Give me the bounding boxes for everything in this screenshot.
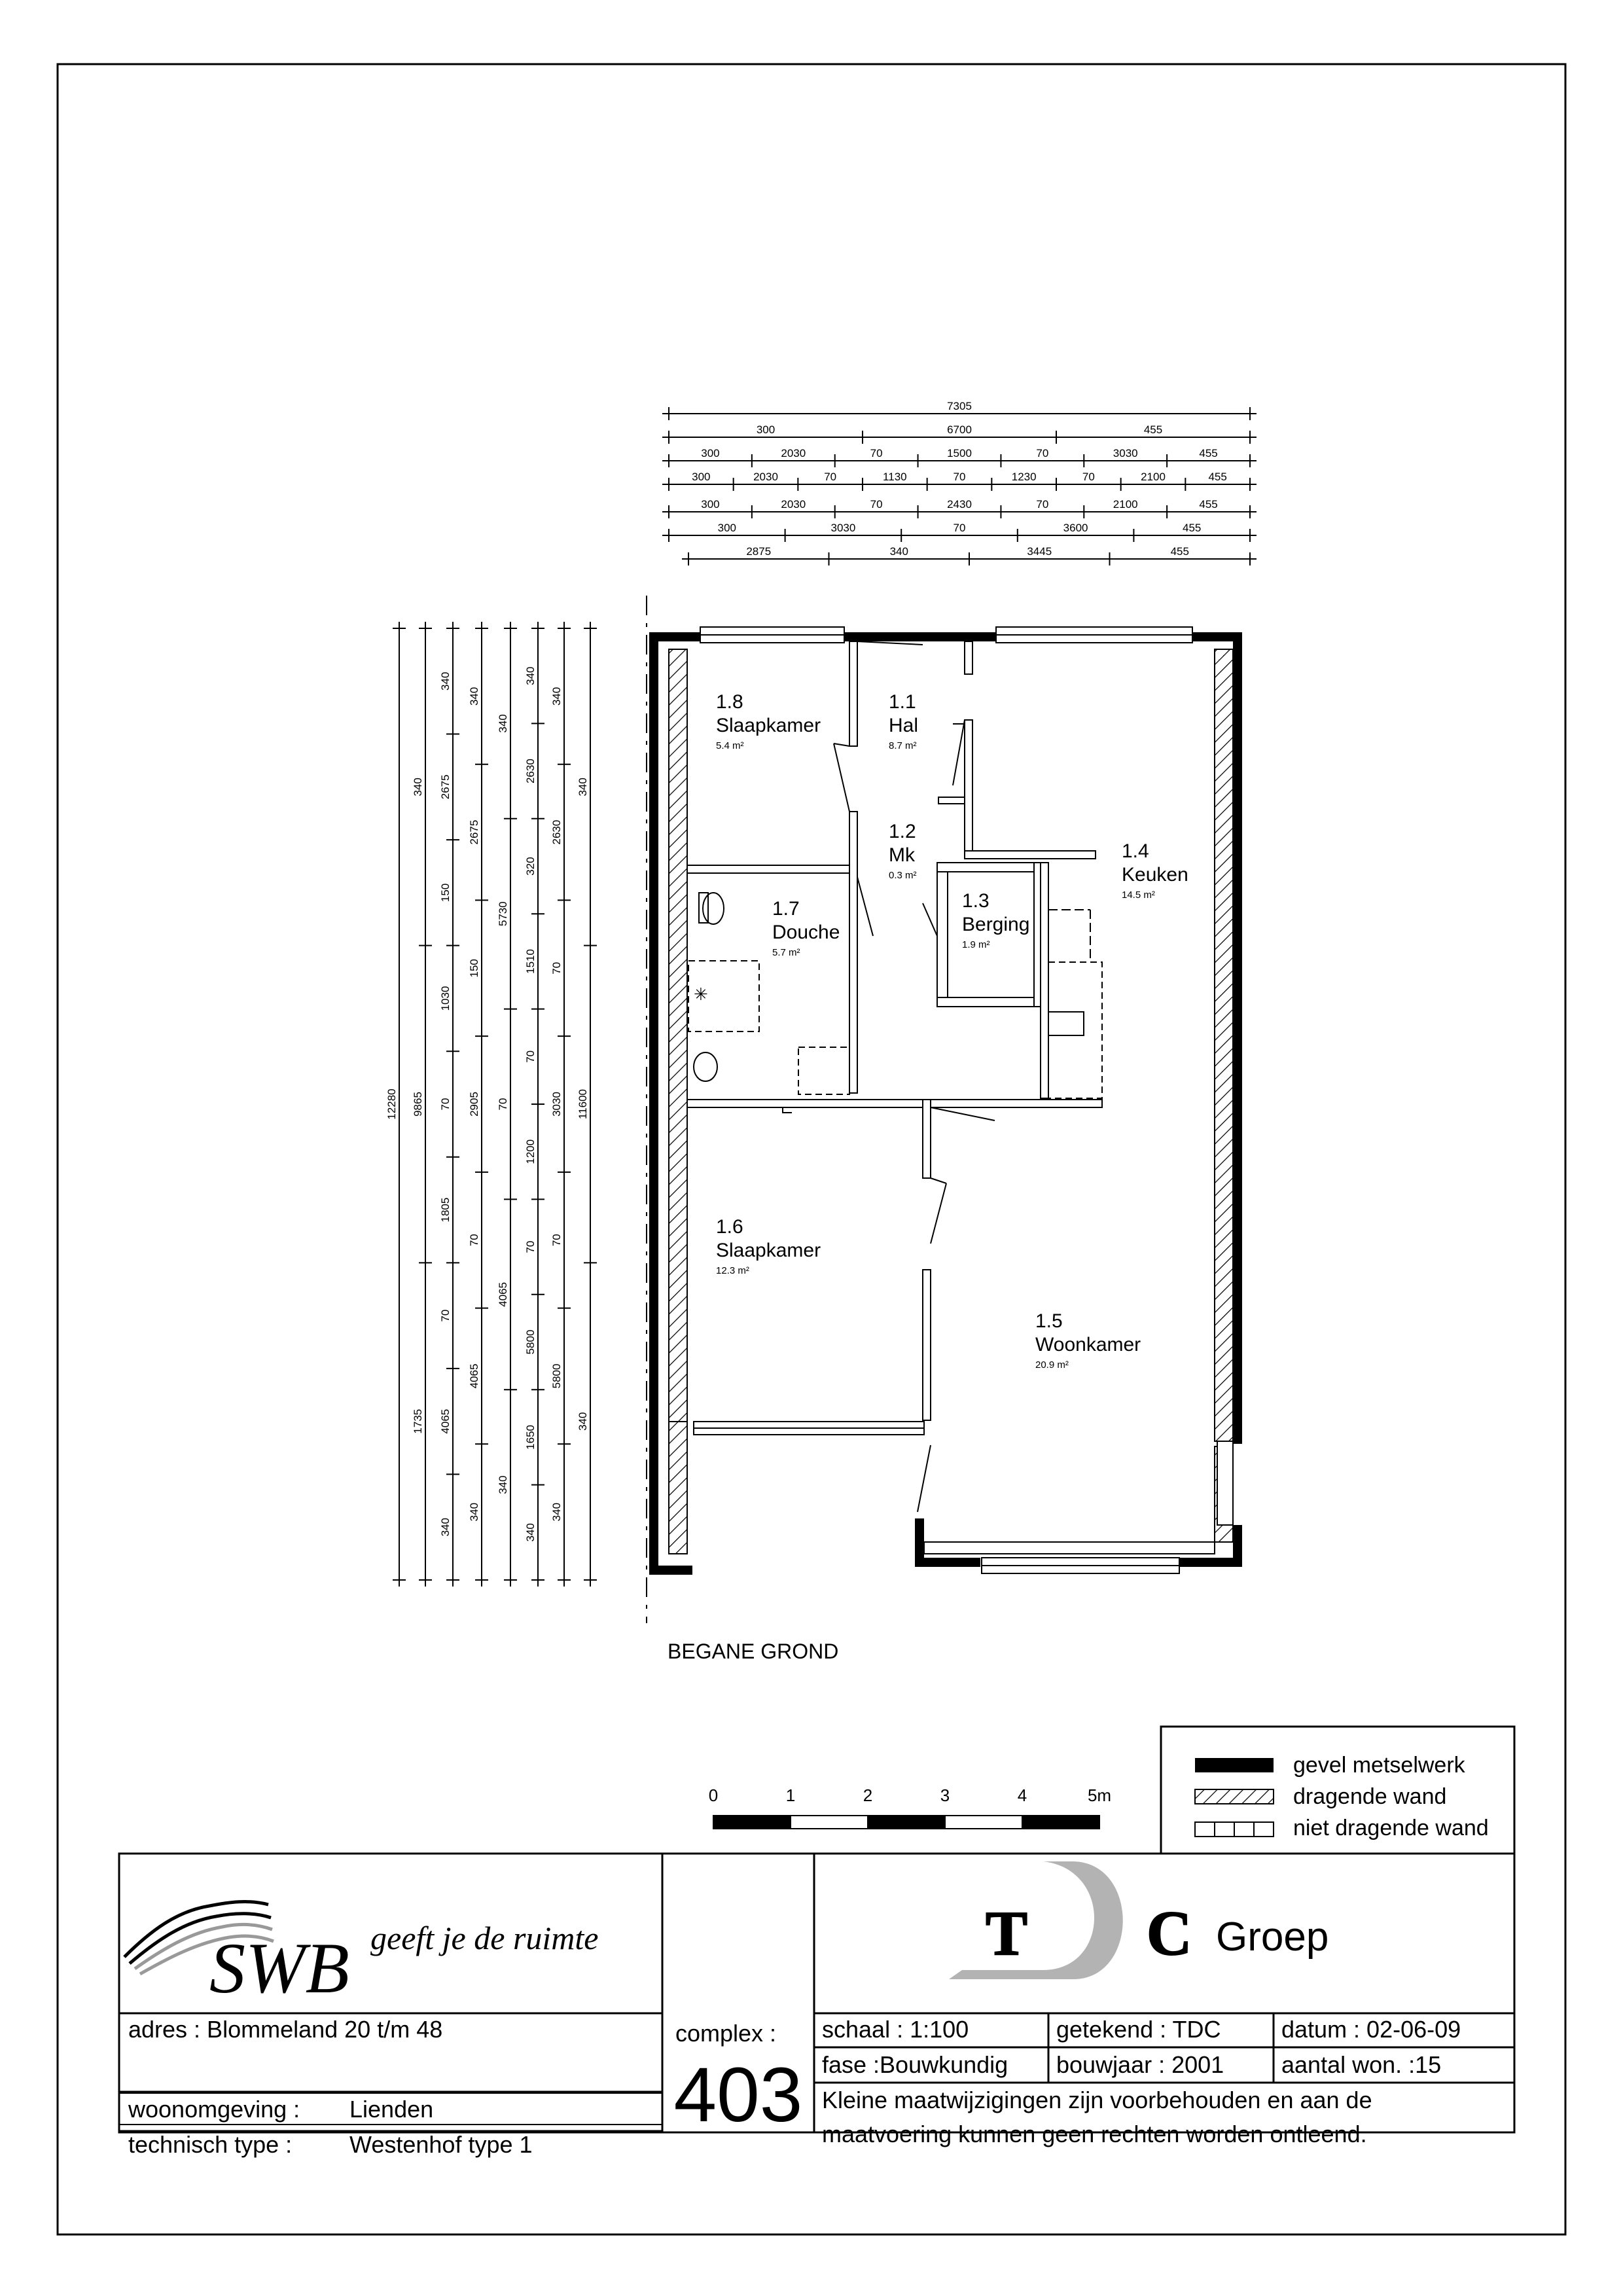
dimension-value: 1230 — [1011, 471, 1037, 483]
dimension-value: 70 — [468, 1234, 480, 1247]
scale-label: 1 — [785, 1785, 796, 1805]
dimension-value: 5800 — [550, 1363, 563, 1389]
floor-plan — [385, 400, 1257, 1663]
dimension-value: 150 — [439, 883, 452, 903]
room-label — [1122, 840, 1188, 901]
room-number: 1.2 — [889, 821, 916, 842]
plan-title: BEGANE GROND — [668, 1640, 839, 1663]
dimension-value: 340 — [550, 1502, 563, 1522]
dimension-value: 300 — [756, 423, 776, 436]
sheet-border — [58, 64, 1565, 2234]
dimension-value: 70 — [497, 1098, 509, 1111]
dimension-value: 70 — [439, 1098, 452, 1111]
drawn-by-field: getekend : TDC — [1056, 2016, 1221, 2043]
room-name: Woonkamer — [1035, 1334, 1141, 1355]
residence-label: woonomgeving : — [128, 2096, 300, 2123]
dimension-value: 11600 — [577, 1088, 589, 1120]
dimension-value: 70 — [953, 471, 966, 483]
dimension-value: 2630 — [550, 819, 563, 845]
dimension-chain — [662, 447, 1257, 467]
dimension-value: 1510 — [524, 948, 537, 974]
room-name: Slaapkamer — [716, 715, 821, 736]
complex-label: complex : — [675, 2020, 777, 2047]
room-number: 1.1 — [889, 691, 916, 713]
room-label — [716, 1216, 821, 1276]
dimension-value: 70 — [1036, 498, 1049, 511]
room-area: 0.3 m² — [889, 870, 917, 881]
room-label — [962, 890, 1029, 950]
dimension-value: 340 — [889, 545, 908, 558]
legend-label-facade: gevel metselwerk — [1293, 1753, 1465, 1778]
scale-segment — [791, 1816, 868, 1829]
dimension-value: 2100 — [1141, 471, 1166, 483]
dimension-value: 5800 — [524, 1329, 537, 1355]
dimension-value: 300 — [717, 522, 736, 534]
dimension-chain — [682, 545, 1257, 565]
legend-swatch-facade — [1195, 1758, 1274, 1772]
dimension-value: 4065 — [497, 1282, 509, 1307]
dimension-chain — [577, 622, 597, 1587]
dimension-value: 70 — [870, 447, 883, 459]
room-labels — [716, 691, 1188, 1371]
dimension-chain — [662, 471, 1257, 491]
dimension-value: 320 — [524, 857, 537, 876]
room-name: Hal — [889, 715, 919, 736]
dimension-value: 300 — [692, 471, 711, 483]
room-label — [889, 691, 918, 751]
dimension-value: 3030 — [550, 1092, 563, 1117]
dwelling-count-field: aantal won. :15 — [1281, 2051, 1442, 2078]
dimension-value: 1030 — [439, 986, 452, 1011]
room-name: Berging — [962, 914, 1030, 935]
dimension-value: 455 — [1183, 522, 1202, 534]
dimension-value: 340 — [468, 687, 480, 706]
dimension-value: 2030 — [753, 471, 778, 483]
room-area: 20.9 m² — [1035, 1359, 1069, 1371]
dimension-value: 455 — [1199, 498, 1218, 511]
dimension-lines-left — [385, 622, 597, 1587]
dimension-value: 2630 — [524, 759, 537, 784]
dimension-value: 340 — [577, 778, 589, 797]
dimension-chain — [662, 400, 1257, 420]
dimension-value: 1650 — [524, 1424, 537, 1450]
dimension-value: 2030 — [781, 447, 806, 459]
swb-logo — [124, 1902, 599, 2008]
build-year-field: bouwjaar : 2001 — [1056, 2051, 1224, 2078]
washbasin-icon — [694, 1052, 717, 1081]
tdc-d-icon — [949, 1861, 1123, 1979]
dimension-value: 2100 — [1113, 498, 1138, 511]
scale-segment — [1022, 1816, 1099, 1829]
scale-segment — [868, 1816, 945, 1829]
dimension-chain — [468, 622, 488, 1587]
dimension-value: 4065 — [468, 1363, 480, 1389]
tdc-c-letter: C — [1147, 1898, 1192, 1968]
room-number: 1.3 — [962, 890, 990, 912]
dimension-value: 3030 — [830, 522, 856, 534]
room-name: Douche — [772, 922, 840, 943]
dimension-value: 2675 — [468, 819, 480, 845]
dimension-value: 455 — [1208, 471, 1227, 483]
scale-label: 3 — [940, 1785, 950, 1805]
room-number: 1.7 — [772, 898, 800, 920]
dimension-value: 1805 — [439, 1197, 452, 1223]
dimension-value: 2675 — [439, 774, 452, 800]
disclaimer-line-2: maatvoering kunnen geen rechten worden ontleend. — [822, 2121, 1367, 2147]
dimension-value: 9865 — [412, 1092, 424, 1117]
scale-field: schaal : 1:100 — [822, 2016, 969, 2043]
legend-label-bearing: dragende wand — [1293, 1784, 1447, 1809]
dimension-value: 2030 — [781, 498, 806, 511]
technical-type-value: Westenhof type 1 — [349, 2131, 533, 2158]
swb-slogan: geeft je de ruimte — [370, 1920, 599, 1956]
room-label — [1035, 1310, 1141, 1371]
room-area: 5.7 m² — [772, 947, 800, 958]
tdc-t-letter: T — [986, 1898, 1028, 1968]
dimension-chain — [662, 522, 1257, 542]
scale-segment — [713, 1816, 791, 1829]
dimension-value: 70 — [953, 522, 966, 534]
room-name: Keuken — [1122, 864, 1188, 886]
dimension-value: 70 — [550, 961, 563, 975]
dimension-value: 340 — [550, 687, 563, 706]
technical-type-label: technisch type : — [128, 2131, 293, 2158]
dimension-value: 70 — [550, 1234, 563, 1247]
dimension-value: 70 — [439, 1309, 452, 1322]
dimension-value: 70 — [1082, 471, 1095, 483]
kitchen-sink-icon — [1048, 1012, 1084, 1035]
dimension-value: 455 — [1170, 545, 1189, 558]
dimension-value: 70 — [1036, 447, 1049, 459]
phase-field: fase :Bouwkundig — [822, 2051, 1008, 2078]
scale-label: 4 — [1017, 1785, 1027, 1805]
dimension-chain — [550, 622, 571, 1587]
svg-text:✳: ✳ — [694, 984, 708, 1004]
legend-swatch-partition — [1195, 1822, 1274, 1837]
room-number: 1.5 — [1035, 1310, 1063, 1332]
tdc-logo — [949, 1861, 1329, 1979]
dimension-value: 455 — [1143, 423, 1163, 436]
scale-label: 2 — [863, 1785, 873, 1805]
room-number: 1.8 — [716, 691, 743, 713]
toilet-icon — [703, 893, 724, 924]
dimension-value: 340 — [468, 1502, 480, 1522]
room-number: 1.4 — [1122, 840, 1149, 862]
dimension-value: 2875 — [746, 545, 772, 558]
dimension-value: 70 — [524, 1240, 537, 1253]
room-label — [889, 821, 917, 881]
dimension-value: 5730 — [497, 901, 509, 927]
dimension-value: 340 — [524, 1523, 537, 1542]
dimension-value: 340 — [497, 714, 509, 733]
disclaimer-line-1: Kleine maatwijzigingen zijn voorbehouden en aan de — [822, 2087, 1372, 2113]
dimension-value: 3445 — [1027, 545, 1052, 558]
dimension-value: 340 — [497, 1475, 509, 1494]
room-area: 1.9 m² — [962, 939, 990, 950]
dimension-value: 1500 — [947, 447, 972, 459]
dimension-chain — [524, 622, 544, 1587]
dimension-chain — [385, 622, 406, 1587]
room-number: 1.6 — [716, 1216, 743, 1238]
legend-swatch-bearing — [1195, 1789, 1274, 1804]
room-label — [716, 691, 821, 751]
dimension-chain — [439, 622, 459, 1587]
residence-value: Lienden — [349, 2096, 434, 2123]
complex-number: 403 — [673, 2052, 803, 2138]
room-name: Slaapkamer — [716, 1240, 821, 1261]
room-area: 8.7 m² — [889, 740, 917, 751]
dimension-value: 12280 — [385, 1088, 398, 1120]
room-area: 5.4 m² — [716, 740, 744, 751]
swb-logo-text: SWB — [209, 1928, 349, 2008]
date-field: datum : 02-06-09 — [1281, 2016, 1461, 2043]
dimension-lines-top — [662, 400, 1257, 565]
dimension-value: 300 — [701, 498, 720, 511]
dimension-value: 340 — [577, 1412, 589, 1431]
dimension-value: 2430 — [947, 498, 972, 511]
dimension-value: 7305 — [947, 400, 972, 412]
legend — [1161, 1727, 1514, 1854]
dimension-value: 340 — [412, 778, 424, 797]
dimension-chain — [497, 622, 517, 1587]
room-area: 14.5 m² — [1122, 889, 1155, 901]
dimension-value: 340 — [524, 666, 537, 685]
dimension-value: 340 — [439, 672, 452, 691]
tdc-company-name: Groep — [1216, 1914, 1329, 1960]
dimension-value: 70 — [870, 498, 883, 511]
address-field: adres : Blommeland 20 t/m 48 — [128, 2016, 443, 2043]
dimension-value: 6700 — [947, 423, 972, 436]
room-name: Mk — [889, 844, 915, 866]
dimension-chain — [662, 423, 1257, 444]
scale-bar — [709, 1785, 1111, 1829]
scale-segment — [945, 1816, 1022, 1829]
dimension-value: 2905 — [468, 1092, 480, 1117]
scale-label: 5m — [1087, 1785, 1112, 1805]
legend-label-partition: niet dragende wand — [1293, 1816, 1489, 1840]
room-area: 12.3 m² — [716, 1265, 749, 1276]
room-label — [772, 898, 840, 958]
dimension-value: 4065 — [439, 1408, 452, 1434]
scale-label: 0 — [708, 1785, 719, 1805]
dimension-value: 455 — [1199, 447, 1218, 459]
dimension-value: 70 — [524, 1050, 537, 1063]
dimension-chain — [662, 498, 1257, 518]
dimension-value: 3030 — [1113, 447, 1138, 459]
dimension-value: 150 — [468, 959, 480, 978]
dimension-value: 3600 — [1063, 522, 1088, 534]
dimension-value: 340 — [439, 1518, 452, 1537]
dimension-value: 70 — [824, 471, 837, 483]
dimension-value: 1130 — [883, 471, 907, 483]
dimension-value: 1735 — [412, 1408, 424, 1434]
dimension-value: 300 — [701, 447, 720, 459]
dimension-chain — [412, 622, 432, 1587]
dimension-value: 1200 — [524, 1139, 537, 1164]
